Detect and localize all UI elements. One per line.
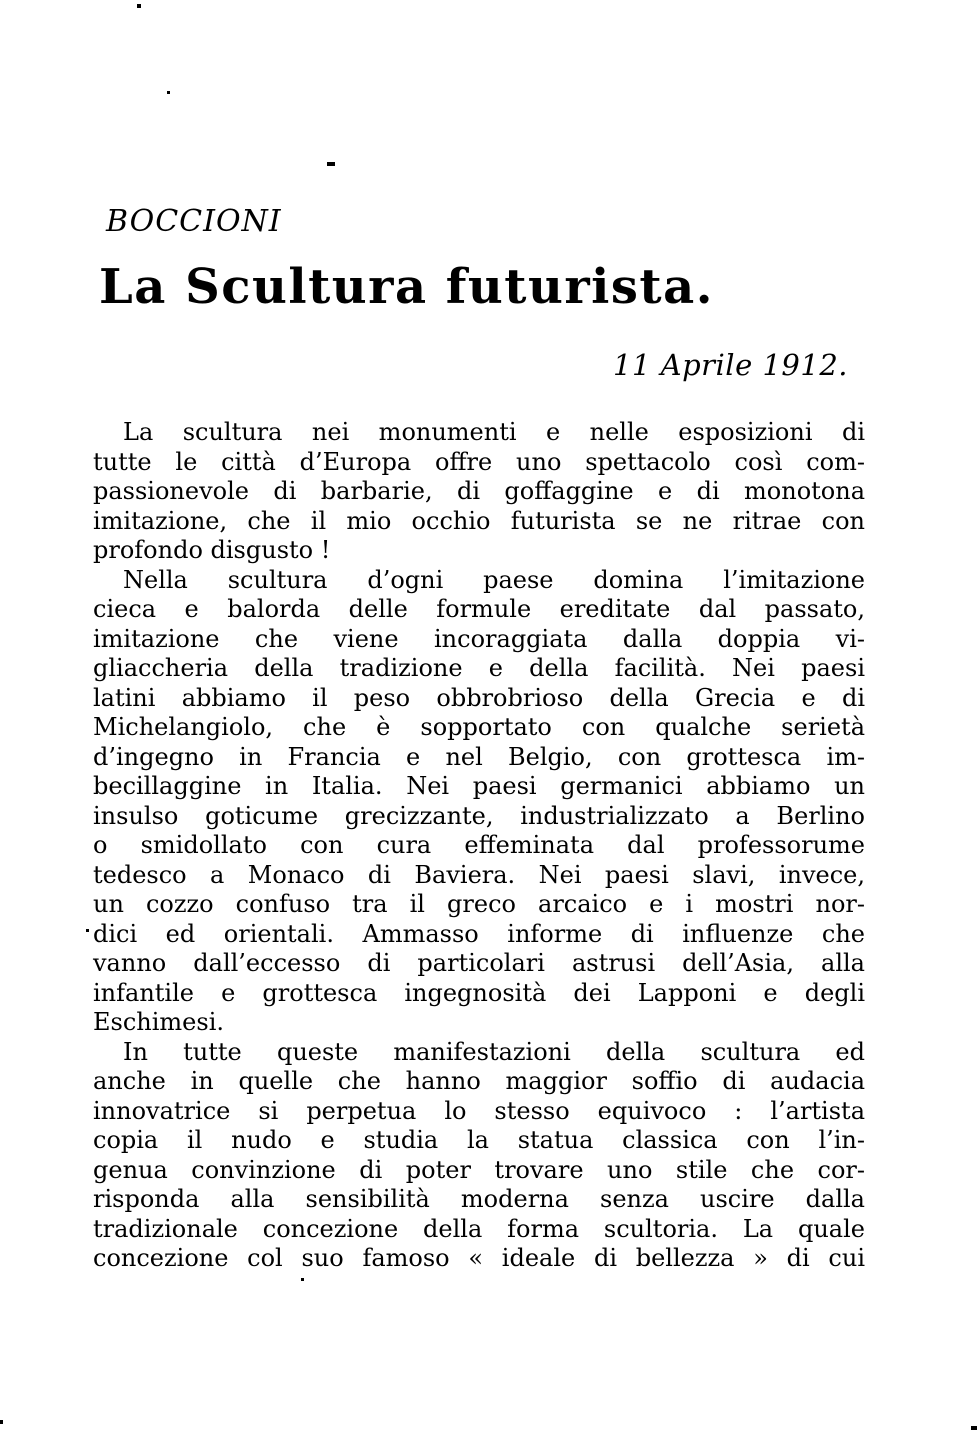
text-line: infantile e grottesca ingegnosità dei Lapponi e degli: [93, 978, 865, 1007]
text-line: cieca e balorda delle formule ereditate dal passato,: [93, 595, 865, 623]
text-line: tradizionale concezione della forma scultoria. La quale: [93, 1214, 865, 1243]
text-line: copia il nudo e studia la statua classica con l’in-: [93, 1126, 865, 1154]
text-line: o smidollato con cura effeminata dal professorume: [93, 831, 865, 859]
author-heading: BOCCIONI: [106, 204, 282, 239]
text-line: passionevole di barbarie, di goffaggine e di monotona: [93, 477, 865, 505]
text-line: dici ed orientali. Ammasso informe di influenze che: [93, 919, 865, 948]
text-line: tutte le città d’Europa offre uno spettacolo così com-: [93, 447, 865, 476]
ink-speck: [327, 162, 335, 166]
text-line: La scultura nei monumenti e nelle esposizioni di: [123, 418, 865, 446]
ink-speck: [167, 91, 170, 94]
text-line: profondo disgusto !: [93, 536, 331, 564]
text-line: Eschimesi.: [93, 1008, 224, 1036]
text-line: vanno dall’eccesso di particolari astrusi dell’Asia, alla: [93, 949, 865, 977]
text-line: imitazione, che il mio occhio futurista se ne ritrae con: [93, 506, 865, 535]
text-line: Nella scultura d’ogni paese domina l’imitazione: [123, 565, 865, 594]
text-line: insulso goticume grecizzante, industrializzato a Berlino: [93, 801, 865, 830]
dateline: 11 Aprile 1912.: [613, 348, 848, 382]
text-line: innovatrice si perpetua lo stesso equivoco : l’artista: [93, 1096, 865, 1125]
text-line: un cozzo confuso tra il greco arcaico e i mostri nor-: [93, 890, 865, 918]
text-line: anche in quelle che hanno maggior soffio di audacia: [93, 1067, 865, 1095]
text-line: In tutte queste manifestazioni della scultura ed: [123, 1037, 865, 1066]
page-title: La Scultura futurista.: [99, 259, 714, 315]
text-line: gliaccheria della tradizione e della facilità. Nei paesi: [93, 654, 865, 682]
ink-speck: [0, 1420, 3, 1424]
paragraph: [93, 418, 865, 566]
paragraph: [93, 566, 865, 1038]
ink-speck: [301, 1278, 304, 1281]
text-line: becillaggine in Italia. Nei paesi germanici abbiamo un: [93, 772, 865, 800]
text-line: tedesco a Monaco di Baviera. Nei paesi slavi, invece,: [93, 860, 865, 889]
ink-speck: [137, 4, 141, 8]
text-line: concezione col suo famoso « ideale di bellezza » di cui: [93, 1244, 865, 1272]
text-line: risponda alla sensibilità moderna senza uscire dalla: [93, 1185, 865, 1213]
ink-speck: [971, 1426, 977, 1430]
text-line: Michelangiolo, che è sopportato con qualche serietà: [93, 713, 865, 741]
text-line: genua convinzione di poter trovare uno stile che cor-: [93, 1155, 865, 1184]
text-line: d’ingegno in Francia e nel Belgio, con grottesca im-: [93, 742, 865, 771]
text-line: latini abbiamo il peso obbrobrioso della Grecia e di: [93, 683, 865, 712]
ink-speck: [86, 929, 89, 932]
paragraph: [93, 1038, 865, 1274]
text-line: imitazione che viene incoraggiata dalla doppia vi-: [93, 624, 865, 653]
body-text: [93, 418, 865, 1274]
